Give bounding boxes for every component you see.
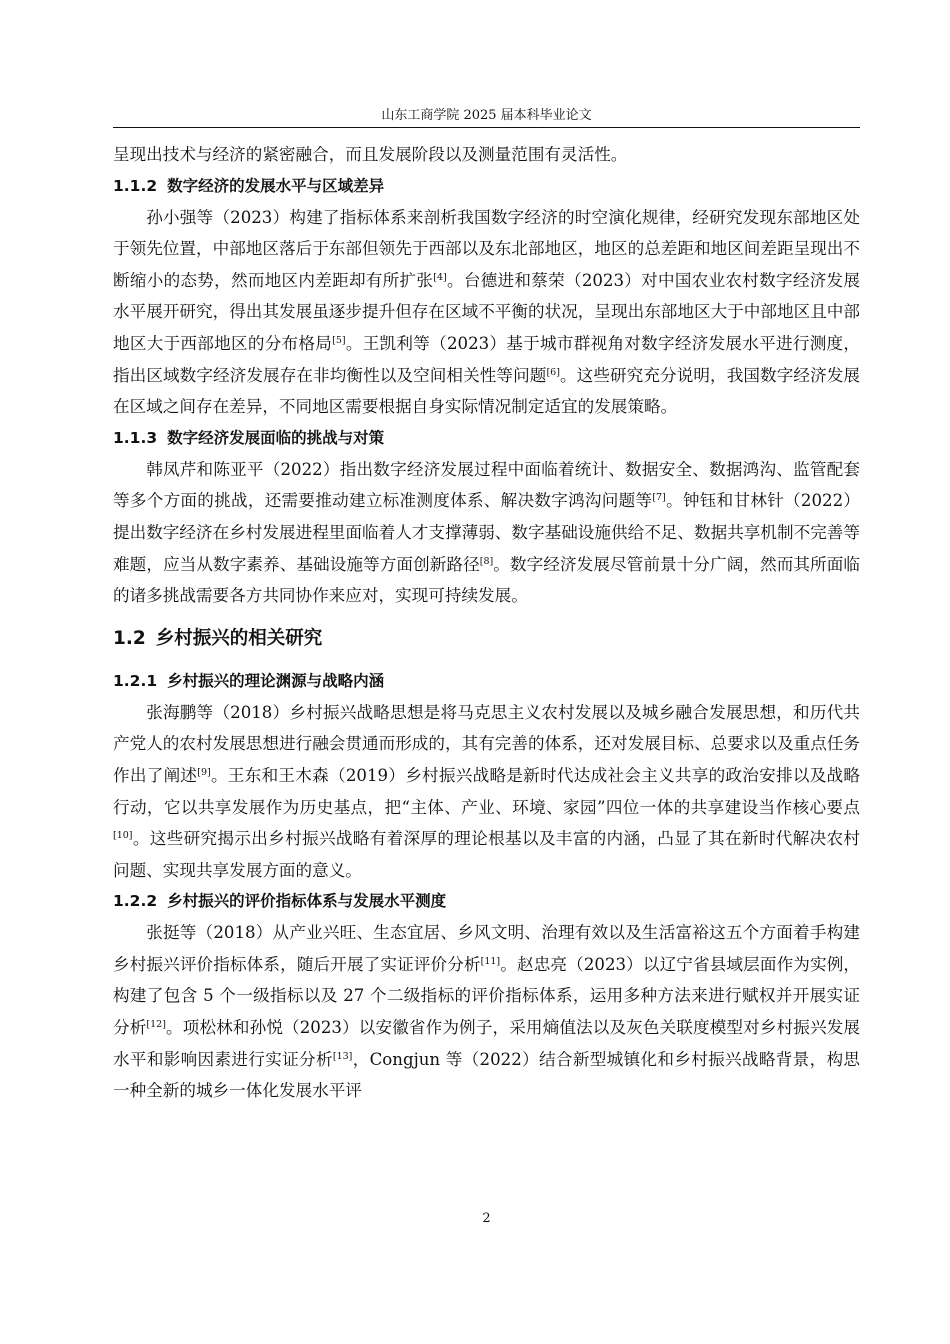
citation-ref: [9] bbox=[197, 766, 211, 778]
citation-ref: [4] bbox=[433, 271, 447, 283]
running-header: 山东工商学院 2025 届本科毕业论文 bbox=[381, 108, 592, 123]
paragraph-evaluation bbox=[113, 917, 860, 1107]
text-run: 。项松林和孙悦（2023）以安徽省作为例子，采用熵值法以及灰色关联度模型对乡村振兴发展水平和影响因素进行实证分析 bbox=[113, 1018, 860, 1069]
section-number: 1.2.1 bbox=[113, 671, 158, 690]
section-heading-1-2-1 bbox=[113, 666, 860, 697]
section-title: 乡村振兴的评价指标体系与发展水平测度 bbox=[167, 892, 447, 911]
section-number: 1.1.3 bbox=[113, 428, 158, 447]
citation-ref: [12] bbox=[146, 1019, 166, 1031]
text-run: 。王凯利等（2023）基于城市群视角对数字经济发展水平进行测度，指出区域数字经济发展存在非均衡性以及空间相关性等问题 bbox=[113, 333, 860, 385]
page-number: 2 bbox=[482, 1211, 491, 1226]
section-title: 数字经济发展面临的挑战与对策 bbox=[167, 428, 385, 447]
citation-ref: [7] bbox=[652, 492, 666, 504]
citation-ref: [11] bbox=[480, 955, 501, 967]
text-run: 孙小强等（2023）构建了指标体系来剖析我国数字经济的时空演化规律，经研究发现东部地区处于领先位置，中部地区落后于东部但领先于西部以及东北部地区，地区的总差距和地区间差距呈现出不断缩小的态势，然而地区内差距却有所扩张 bbox=[113, 207, 860, 290]
paragraph-regional-differences bbox=[113, 202, 860, 423]
section-heading-1-1-2 bbox=[113, 171, 860, 202]
header-rule bbox=[113, 127, 860, 128]
text-run: 。钟钰和甘林针（2022）提出数字经济在乡村发展进程里面临着人才支撑薄弱、数字基础设施供给不足、数据共享机制不完善等难题，应当从数字素养、基础设施等方面创新路径 bbox=[113, 491, 860, 574]
citation-ref: [8] bbox=[479, 555, 494, 567]
text-run: 。这些研究充分说明，我国数字经济发展在区域之间存在差异，不同地区需要根据自身实际情况制定适宜的发展策略。 bbox=[113, 365, 861, 417]
section-title: 数字经济的发展水平与区域差异 bbox=[167, 176, 385, 195]
paragraph-continuation: 呈现出技术与经济的紧密融合，而且发展阶段以及测量范围有灵活性。 bbox=[113, 145, 628, 164]
section-number: 1.2.2 bbox=[113, 892, 158, 911]
text-run: 。数字经济发展尽管前景十分广阔，然而其所面临的诸多挑战需要各方共同协作来应对，实现可持续发展。 bbox=[113, 554, 860, 606]
section-title: 乡村振兴的理论渊源与战略内涵 bbox=[167, 671, 385, 690]
text-run: 张海鹏等（2018）乡村振兴战略思想是将马克思主义农村发展以及城乡融合发展思想，和历代共产党人的农村发展思想进行融会贯通而形成的，其有完善的体系，还对发展目标、总要求以及重点任务作出了阐述 bbox=[113, 702, 860, 785]
citation-ref: [6] bbox=[546, 366, 560, 378]
text-run: 。台德进和蔡荣（2023）对中国农业农村数字经济发展水平展开研究，得出其发展虽逐步提升但存在区域不平衡的状况，呈现出东部地区大于中部地区且中部地区大于西部地区的分布格局 bbox=[113, 270, 861, 353]
text-run: ，Congjun 等（2022）结合新型城镇化和乡村振兴战略背景，构思一种全新的城乡一体化发展水平评 bbox=[113, 1049, 860, 1101]
section-number: 1.1.2 bbox=[113, 176, 158, 195]
citation-ref: [5] bbox=[332, 334, 346, 346]
text-run: 韩凤芹和陈亚平（2022）指出数字经济发展过程中面临着统计、数据安全、数据鸿沟、监管配套等多个方面的挑战，还需要推动建立标准测度体系、解决数字鸿沟问题等 bbox=[113, 459, 860, 511]
citation-ref: [10] bbox=[113, 830, 133, 842]
text-run: 。这些研究揭示出乡村振兴战略有着深厚的理论根基以及丰富的内涵，凸显了其在新时代解决农村问题、实现共享发展方面的意义。 bbox=[113, 829, 860, 880]
section-number: 1.2 bbox=[113, 627, 146, 649]
text-run: 张挺等（2018）从产业兴旺、生态宜居、乡风文明、治理有效以及生活富裕这五个方面着手构建乡村振兴评价指标体系，随后开展了实证评价分析 bbox=[113, 923, 860, 974]
text-run: 。赵忠亮（2023）以辽宁省县域层面作为实例，构建了包含 5 个一级指标以及 27 个二级指标的评价指标体系，运用多种方法来进行赋权并开展实证分析 bbox=[113, 954, 861, 1038]
text-run: 。王东和王木森（2019）乡村振兴战略是新时代达成社会主义共享的政治安排以及战略行动，它以共享发展作为历史基点，把“主体、产业、环境、家园”四位一体的共享建设当作核心要点 bbox=[113, 765, 861, 817]
section-heading-1-2 bbox=[113, 624, 860, 654]
section-heading-1-2-2 bbox=[113, 886, 860, 917]
section-heading-1-1-3 bbox=[113, 423, 860, 454]
document-body bbox=[113, 139, 860, 1107]
citation-ref: [13] bbox=[332, 1050, 353, 1062]
paragraph-challenges bbox=[113, 454, 860, 612]
paragraph-theory bbox=[113, 697, 860, 887]
section-title: 乡村振兴的相关研究 bbox=[155, 627, 323, 649]
